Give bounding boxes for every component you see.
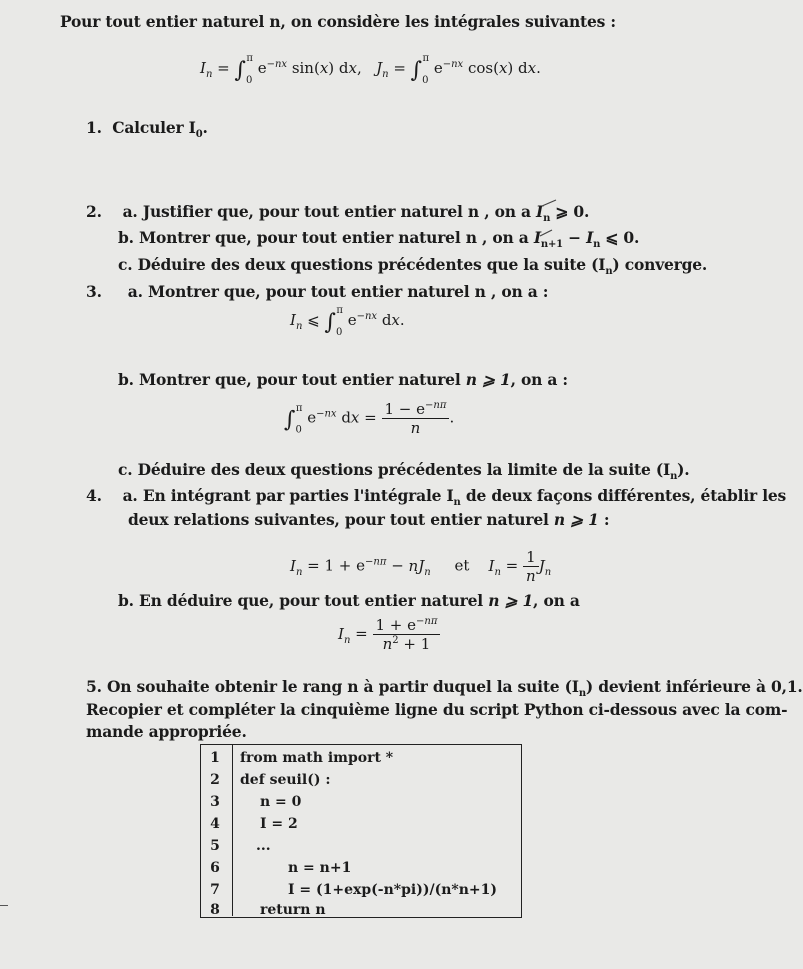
question-5-line3: mande appropriée.	[86, 722, 247, 741]
question-2a: 2. a. Justifier que, pour tout entier naturel n , on a $I_n$ ⩾ 0.	[86, 202, 590, 225]
question-2c: c. Déduire des deux questions précédentes que la suite $(I_n)$ converge.	[118, 255, 708, 278]
code-line-2: 2 def seuil() :	[210, 772, 331, 788]
question-2b: b. Montrer que, pour tout entier naturel n , on a $I_{n+1} - I_n$ ⩽ 0.	[118, 228, 640, 251]
code-line-6: 6 n = n+1	[210, 860, 352, 876]
code-line-8: 8 return n	[210, 902, 326, 918]
code-line-5: 5 ...	[210, 838, 271, 854]
code-line-1: 1 from math import *	[210, 750, 394, 766]
question-4b: b. En déduire que, pour tout entier naturel n ⩾ 1, on a	[118, 591, 580, 610]
question-4a: 4. a. En intégrant par parties l'intégrale $I_n$ de deux façons différentes, établir les	[86, 486, 787, 509]
code-line-7: 7 I = (1+exp(-n*pi))/(n*n+1)	[210, 882, 497, 898]
question-5-line2: Recopier et compléter la cinquième ligne du script Python ci-dessous avec la com-	[86, 700, 788, 719]
code-line-3: 3 n = 0	[210, 794, 302, 810]
code-line-4: 4 I = 2	[210, 816, 298, 832]
question-1: 1. Calculer $I_0$.	[86, 118, 208, 141]
question-3a: 3. a. Montrer que, pour tout entier naturel n , on a :	[86, 282, 549, 301]
formula-4b: $I_n$ = $\frac{1 + e^{-n\pi}}{n^2 + 1}$	[338, 616, 440, 653]
pencil-marks	[538, 196, 578, 246]
question-5-line1: 5. On souhaite obtenir le rang n à partir duquel la suite $(I_n)$ devient inférieure à 0,1.	[86, 677, 803, 700]
intro-text: Pour tout entier naturel n, on considère les intégrales suivantes :	[60, 12, 616, 31]
inequality-3a: $I_n$ ⩽ $\int_0^\pi$ $e^{-nx}$ dx.	[290, 305, 405, 338]
integral-definitions: $I_n = \int_0^\pi$ $e^{-nx}$ sin(x) dx, $J_n = \int_0^\pi$ $e^{-nx}$ cos(x) dx.	[200, 53, 541, 86]
margin-mark	[0, 905, 8, 906]
question-4a-line2: deux relations suivantes, pour tout entier naturel n ⩾ 1 :	[128, 510, 610, 529]
relations-4a: $I_n = 1 + e^{-n\pi} - nJ_n$ et $I_n$ = $\frac{1}{n}$ $J_n$	[290, 548, 552, 585]
question-3b: b. Montrer que, pour tout entier naturel n ⩾ 1, on a :	[118, 370, 568, 389]
equality-3b: $\int_0^\pi$ $e^{-nx}$ dx = $\frac{1 - e^{-n\pi}}{n}$ .	[284, 400, 455, 437]
question-3c: c. Déduire des deux questions précédentes la limite de la suite $(I_n)$.	[118, 460, 690, 483]
